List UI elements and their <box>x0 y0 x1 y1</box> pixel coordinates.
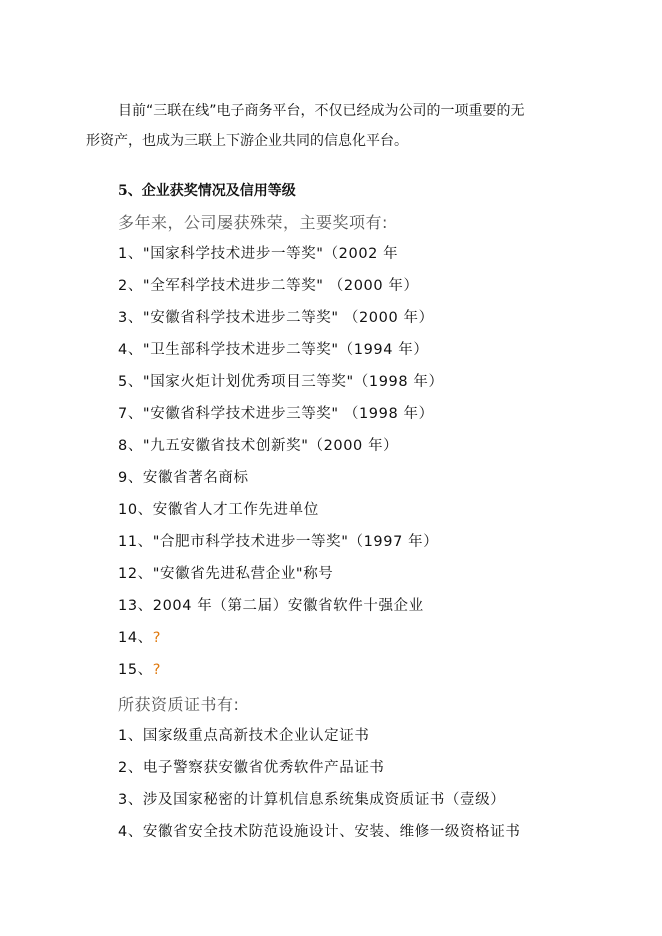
question-mark: ? <box>152 630 162 646</box>
certs-list <box>118 720 520 848</box>
cert-item: 4、安徽省安全技术防范设施设计、安装、维修一级资格证书 <box>118 824 521 840</box>
intro-paragraph <box>86 96 606 156</box>
question-mark: ? <box>152 662 162 678</box>
award-item: 12、"安徽省先进私营企业"称号 <box>118 566 334 582</box>
award-item: 11、"合肥市科学技术进步一等奖"（1997 年） <box>118 534 439 550</box>
paragraph-line-2: 形资产，也成为三联上下游企业共同的信息化平台。 <box>86 133 408 149</box>
award-item: 2、"全军科学技术进步二等奖" （2000 年） <box>118 278 419 294</box>
award-number: 14、 <box>118 630 153 646</box>
award-item: 9、安徽省著名商标 <box>118 470 249 486</box>
award-number: 15、 <box>118 662 153 678</box>
cert-item: 2、电子警察获安徽省优秀软件产品证书 <box>118 760 385 776</box>
paragraph-line-1: 目前“三联在线”电子商务平台，不仅已经成为公司的一项重要的无 <box>118 103 525 119</box>
award-item: 13、2004 年（第二届）安徽省软件十强企业 <box>118 598 424 614</box>
award-item-pending <box>118 622 444 654</box>
cert-item: 1、国家级重点高新技术企业认定证书 <box>118 728 370 744</box>
awards-list <box>118 238 444 686</box>
award-item-pending <box>118 654 444 686</box>
cert-item: 3、涉及国家秘密的计算机信息系统集成资质证书（壹级） <box>118 792 506 808</box>
section-heading: 5、企业获奖情况及信用等级 <box>118 183 296 199</box>
award-item: 7、"安徽省科学技术进步三等奖" （1998 年） <box>118 406 434 422</box>
award-item: 1、"国家科学技术进步一等奖"（2002 年 <box>118 246 399 262</box>
award-item: 10、安徽省人才工作先进单位 <box>118 502 319 518</box>
awards-intro: 多年来，公司屡获殊荣，主要奖项有: <box>118 213 388 232</box>
award-item: 3、"安徽省科学技术进步二等奖" （2000 年） <box>118 310 434 326</box>
award-item: 5、"国家火炬计划优秀项目三等奖"（1998 年） <box>118 374 444 390</box>
certs-intro: 所获资质证书有: <box>118 695 240 714</box>
award-item: 4、"卫生部科学技术进步二等奖"（1994 年） <box>118 342 429 358</box>
award-item: 8、"九五安徽省技术创新奖"（2000 年） <box>118 438 399 454</box>
